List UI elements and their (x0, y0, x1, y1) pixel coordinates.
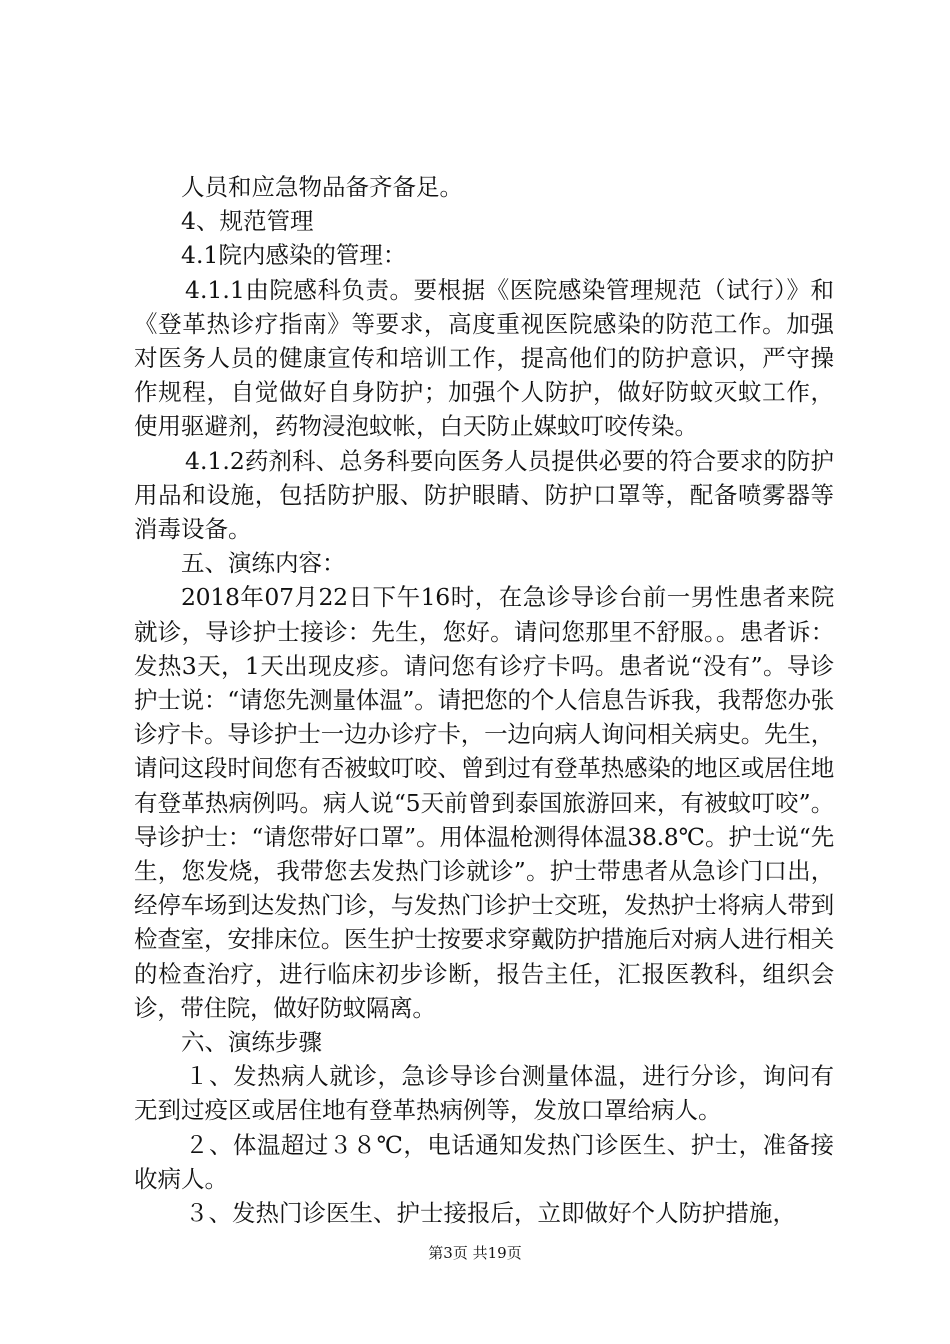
paragraph: ３、发热门诊医生、护士接报后，立即做好个人防护措施， (185, 1199, 796, 1228)
paragraph: 4.1.2药剂科、总务科要向医务人员提供必要的符合要求的防护用品和设施，包括防护服、防护眼睛、防护口罩等，配备喷雾器等消毒设备。 (134, 446, 834, 544)
document-body (134, 170, 834, 1230)
subsection-heading: 4.1院内感染的管理： (181, 241, 407, 270)
section-heading: 六、演练步骤 (181, 1028, 322, 1057)
paragraph: ２、体温超过３８℃，电话通知发热门诊医生、护士，准备接收病人。 (134, 1130, 834, 1193)
page-number: 第3页 共19页 (428, 1244, 522, 1262)
paragraph: １、发热病人就诊，急诊导诊台测量体温，进行分诊，询问有无到过疫区或居住地有登革热病例等，发放口罩给病人。 (134, 1062, 834, 1125)
paragraph: 2018年07月22日下午16时，在急诊导诊台前一男性患者来院就诊，导诊护士接诊：先生，您好。请问您那里不舒服。。患者诉：发热3天，1天出现皮疹。请问您有诊疗卡吗。患者说“没有”。导诊护士说：“请您先测量体温”。请把您的个人信息告诉我，我帮您办张诊疗卡。导诊护士一边办诊疗卡，一边向病人询问相关病史。先生，请问这段时间您有否被蚊叮咬、曾到过有登革热感染的地区或居住地有登革热病例吗。病人说“5天前曾到泰国旅游回来，有被蚊叮咬”。导诊护士：“请您带好口罩”。用体温枪测得体温38.8℃。护士说“先生，您发烧，我带您去发热门诊就诊”。护士带患者从急诊门口出，经停车场到达发热门诊，与发热门诊护士交班，发热护士将病人带到检查室，安排床位。医生护士按要求穿戴防护措施后对病人进行相关的检查治疗，进行临床初步诊断，报告主任，汇报医教科，组织会诊，带住院，做好防蚊隔离。 (134, 583, 834, 1022)
section-heading: 4、规范管理 (181, 207, 314, 236)
section-heading: 五、演练内容： (181, 549, 346, 578)
paragraph: 人员和应急物品备齐备足。 (181, 173, 463, 201)
page-footer (0, 1243, 950, 1263)
paragraph: 4.1.1由院感科负责。要根据《医院感染管理规范（试行）》和《登革热诊疗指南》等要求，高度重视医院感染的防范工作。加强对医务人员的健康宣传和培训工作，提高他们的防护意识，严守操作规程，自觉做好自身防护；加强个人防护，做好防蚊灭蚊工作，使用驱避剂，药物浸泡蚊帐，白天防止媒蚊叮咬传染。 (134, 275, 834, 441)
